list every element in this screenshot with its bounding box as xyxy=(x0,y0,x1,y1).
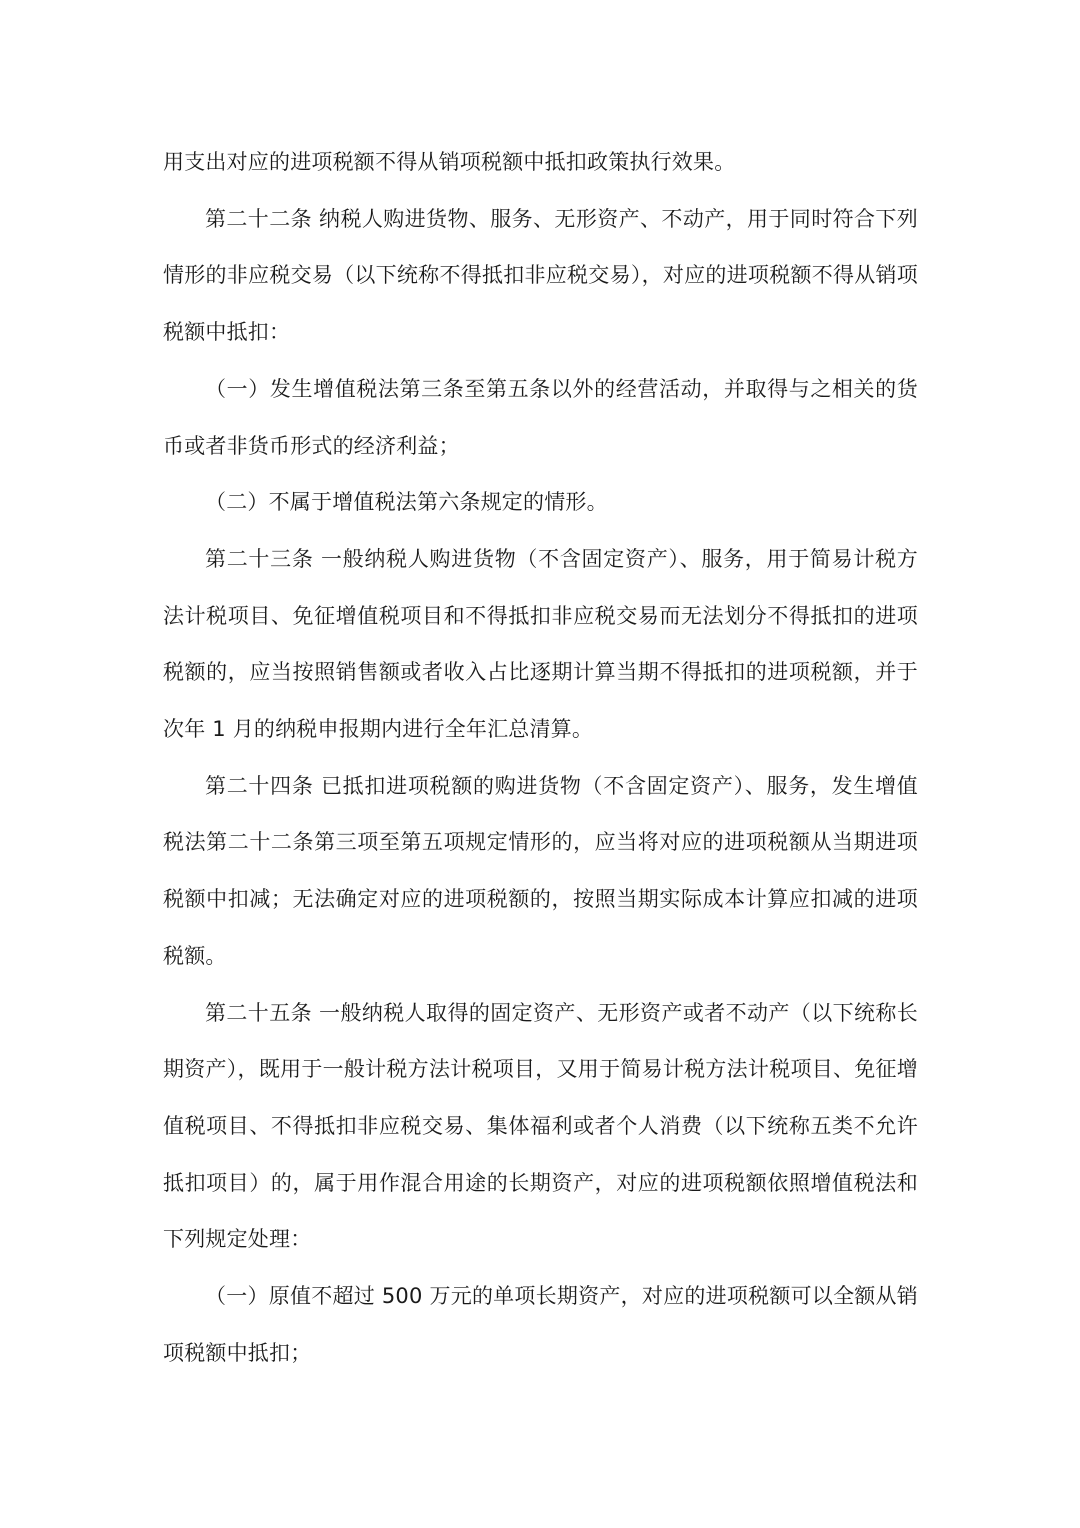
paragraph-article-24: 第二十四条 已抵扣进项税额的购进货物（不含固定资产）、服务，发生增值税法第二十二条第三项至第五项规定情形的，应当将对应的进项税额从当期进项税额中扣减；无法确定对应的进项税额的，按照当期实际成本计算应扣减的进项税额。 xyxy=(163,773,918,968)
paragraph-article-25-item-1: （一）原值不超过 500 万元的单项长期资产，对应的进项税额可以全额从销项税额中抵扣； xyxy=(163,1284,918,1365)
body-text xyxy=(163,134,918,1381)
paragraph-article-25: 第二十五条 一般纳税人取得的固定资产、无形资产或者不动产（以下统称长期资产），既用于一般计税方法计税项目，又用于简易计税方法计税项目、免征增值税项目、不得抵扣非应税交易、集体福利或者个人消费（以下统称五类不允许抵扣项目）的，属于用作混合用途的长期资产，对应的进项税额依照增值税法和下列规定处理： xyxy=(163,1000,918,1252)
paragraph-article-22: 第二十二条 纳税人购进货物、服务、无形资产、不动产，用于同时符合下列情形的非应税交易（以下统称不得抵扣非应税交易），对应的进项税额不得从销项税额中抵扣： xyxy=(163,206,918,345)
paragraph-continuation: 用支出对应的进项税额不得从销项税额中抵扣政策执行效果。 xyxy=(163,150,736,174)
paragraph-article-22-item-1: （一）发生增值税法第三条至第五条以外的经营活动，并取得与之相关的货币或者非货币形式的经济利益； xyxy=(163,376,918,458)
paragraph-article-22-item-2: （二）不属于增值税法第六条规定的情形。 xyxy=(205,490,608,515)
paragraph-article-23: 第二十三条 一般纳税人购进货物（不含固定资产）、服务，用于简易计税方法计税项目、免征增值税项目和不得抵扣非应税交易而无法划分不得抵扣的进项税额的，应当按照销售额或者收入占比逐期计算当期不得抵扣的进项税额，并于次年 1 月的纳税申报期内进行全年汇总清算。 xyxy=(163,546,918,742)
